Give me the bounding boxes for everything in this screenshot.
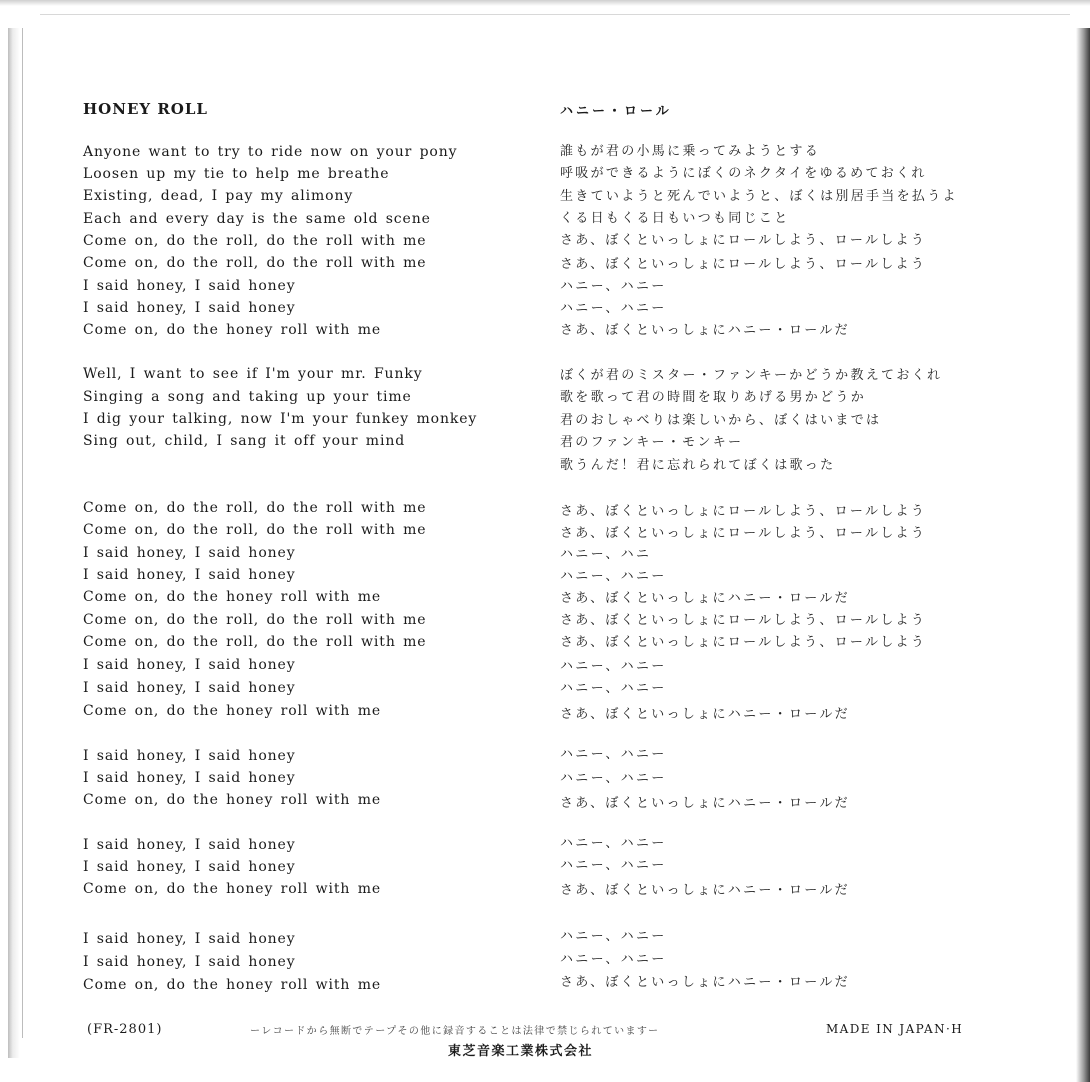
english-lyric-line: Come on, do the roll, do the roll with me [83,634,427,650]
japanese-lyric-line: 君のおしゃべりは楽しいから、ぼくはいまでは [560,413,882,428]
japanese-lyric-line: さあ、ぼくといっしょにハニー・ロールだ [560,975,850,990]
sleeve-left-line [22,28,23,1038]
japanese-lyric-line: ぼくが君のミスター・ファンキーかどうか教えておくれ [560,368,943,383]
english-lyric-line: Come on, do the honey roll with me [83,881,382,897]
english-lyric-line: Come on, do the honey roll with me [83,322,382,338]
english-lyric-line: Anyone want to try to ride now on your pony [83,144,458,160]
english-lyric-line: I said honey, I said honey [83,770,296,786]
english-lyric-line: Come on, do the roll, do the roll with me [83,612,427,628]
english-lyric-line: Come on, do the roll, do the roll with me [83,522,427,538]
english-lyric-line: Well, I want to see if I'm your mr. Funky [83,366,423,382]
english-lyric-line: I said honey, I said honey [83,567,296,583]
english-lyric-line: I said honey, I said honey [83,837,296,853]
japanese-lyric-line: さあ、ぼくといっしょにハニー・ロールだ [560,707,850,722]
english-lyric-line: Existing, dead, I pay my alimony [83,188,354,204]
japanese-lyric-line: ハニー、ハニー [560,569,667,584]
english-lyric-line: Come on, do the honey roll with me [83,792,382,808]
japanese-lyric-line: さあ、ぼくといっしょにロールしよう、ロールしよう [560,635,927,650]
song-title-english: HONEY ROLL [83,100,208,118]
japanese-lyric-line: ハニー、ハニー [560,279,667,294]
japanese-lyric-line: さあ、ぼくといっしょにロールしよう、ロールしよう [560,613,927,628]
japanese-lyric-line: さあ、ぼくといっしょにハニー・ロールだ [560,883,850,898]
english-lyric-line: I said honey, I said honey [83,680,296,696]
japanese-lyric-line: さあ、ぼくといっしょにロールしよう、ロールしよう [560,526,927,541]
japanese-lyric-line: さあ、ぼくといっしょにロールしよう、ロールしよう [560,257,927,272]
english-lyric-line: I said honey, I said honey [83,657,296,673]
japanese-lyric-line: ハニー、ハニー [560,929,667,944]
english-lyric-line: I said honey, I said honey [83,954,296,970]
english-lyric-line: I said honey, I said honey [83,278,296,294]
japanese-lyric-line: さあ、ぼくといっしょにハニー・ロールだ [560,796,850,811]
english-lyric-line: Come on, do the honey roll with me [83,703,382,719]
japanese-lyric-line: 誰もが君の小馬に乗ってみようとする [560,144,821,159]
english-lyric-line: Come on, do the honey roll with me [83,977,382,993]
english-lyric-line: I dig your talking, now I'm your funkey monkey [83,411,478,427]
english-lyric-line: I said honey, I said honey [83,300,296,316]
japanese-lyric-line: さあ、ぼくといっしょにハニー・ロールだ [560,323,850,338]
song-title-japanese: ハニー・ロール [560,104,672,119]
copyright-notice: ーレコードから無断でテープその他に録音することは法律で禁じられていますー [250,1026,660,1037]
japanese-lyric-line: ハニー、ハニー [560,952,667,967]
japanese-lyric-line: さあ、ぼくといっしょにロールしよう、ロールしよう [560,504,927,519]
english-lyric-line: I said honey, I said honey [83,859,296,875]
japanese-lyric-line: ハニー、ハニー [560,681,667,696]
japanese-lyric-line: 歌うんだ！君に忘れられてぼくは歌った [560,458,836,473]
japanese-lyric-line: 呼吸ができるようにぼくのネクタイをゆるめておくれ [560,166,927,181]
english-lyric-line: I said honey, I said honey [83,545,296,561]
english-lyric-line: Each and every day is the same old scene [83,211,431,227]
japanese-lyric-line: ハニー、ハニー [560,659,667,674]
japanese-lyric-line: ハニー、ハニー [560,301,667,316]
japanese-lyric-line: 生きていようと死んでいようと、ぼくは別居手当を払うよ [560,189,958,204]
sleeve-top-edge [0,0,1090,6]
catalog-number: (FR-2801) [87,1022,163,1037]
english-lyric-line: Sing out, child, I sang it off your mind [83,433,406,449]
english-lyric-line: Come on, do the roll, do the roll with me [83,233,427,249]
sleeve-top-line [40,14,1070,15]
japanese-lyric-line: 君のファンキー・モンキー [560,435,744,450]
japanese-lyric-line: ハニー、ハニー [560,836,667,851]
sleeve-left-edge [8,28,20,1058]
japanese-lyric-line: さあ、ぼくといっしょにロールしよう、ロールしよう [560,233,927,248]
japanese-lyric-line: ハニー、ハニー [560,747,667,762]
japanese-lyric-line: ハニー、ハニー [560,771,667,786]
made-in-label: MADE IN JAPAN·H [826,1022,964,1036]
japanese-lyric-line: ハニー、ハニー [560,858,667,873]
english-lyric-line: Come on, do the roll, do the roll with me [83,500,427,516]
japanese-lyric-line: くる日もくる日もいつも同じこと [560,211,790,226]
japanese-lyric-line: さあ、ぼくといっしょにハニー・ロールだ [560,591,850,606]
sleeve-right-edge [1076,28,1090,1082]
japanese-lyric-line: ハニー、ハニ [560,547,652,562]
english-lyric-line: Singing a song and taking up your time [83,389,412,405]
english-lyric-line: Come on, do the honey roll with me [83,589,382,605]
english-lyric-line: I said honey, I said honey [83,748,296,764]
record-company: 東芝音楽工業株式会社 [448,1044,594,1059]
english-lyric-line: Loosen up my tie to help me breathe [83,166,390,182]
japanese-lyric-line: 歌を歌って君の時間を取りあげる男かどうか [560,390,867,405]
english-lyric-line: Come on, do the roll, do the roll with me [83,255,427,271]
english-lyric-line: I said honey, I said honey [83,931,296,947]
